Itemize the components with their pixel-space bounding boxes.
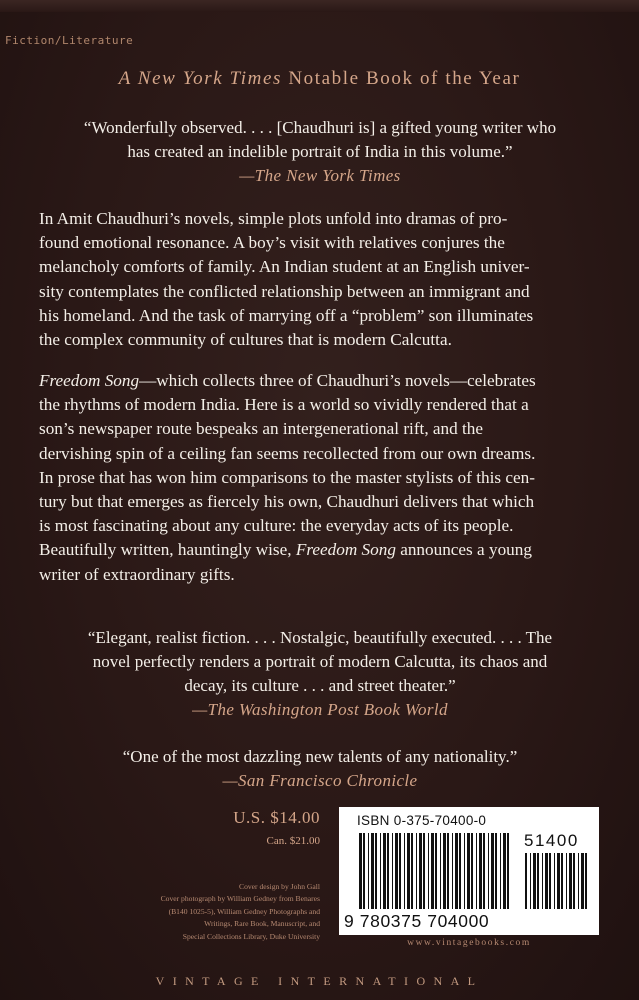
para2-line: tury but that emerges as fiercely his own, Chaudhuri delivers that which: [39, 492, 535, 512]
book-title: Freedom Song: [39, 371, 140, 390]
para2-line: is most fascinating about any culture: the everyday acts of its people.: [39, 516, 514, 536]
quote-sf-line1: “One of the most dazzling new talents of any nationality.”: [122, 747, 518, 766]
barcode-bar: [585, 853, 587, 909]
quote-sf-attribution: —San Francisco Chronicle: [222, 771, 418, 790]
publisher-website[interactable]: www.vintagebooks.com: [407, 938, 531, 948]
barcode-bar: [428, 833, 429, 909]
barcode-bar: [407, 833, 410, 909]
description-paragraph-2: [39, 369, 595, 587]
quote-nyt-attribution: —The New York Times: [239, 166, 401, 185]
barcode-bar: [549, 853, 551, 909]
barcode-bar: [554, 853, 555, 909]
quote-nyt-line1: “Wonderfully observed. . . . [Chaudhuri is] a gifted young writer who: [83, 118, 557, 137]
notable-rest: Notable Book of the Year: [281, 68, 521, 89]
barcode-bar: [423, 833, 425, 909]
barcode-bar: [359, 833, 362, 909]
barcode-bar: [483, 833, 485, 909]
barcode-bar: [375, 833, 377, 909]
barcode-bar: [525, 853, 527, 909]
notable-book-heading: [0, 68, 639, 90]
barcode-bar: [452, 833, 453, 909]
para1-line: his homeland. And the task of marrying off a “problem” son illuminates: [39, 305, 534, 325]
barcode-bar: [395, 833, 398, 909]
para1-line: In Amit Chaudhuri’s novels, simple plots unfold into dramas of pro-: [39, 209, 508, 228]
barcode-bar: [399, 833, 401, 909]
barcode-bar: [467, 833, 470, 909]
price-code: 51400: [524, 831, 579, 850]
credit-line: Special Collections Library, Duke University: [182, 931, 320, 941]
barcode-bar: [488, 833, 489, 909]
barcode-bar: [411, 833, 413, 909]
barcode-bar: [464, 833, 465, 909]
quote-sf-chronicle: [40, 745, 600, 793]
barcode-bar: [479, 833, 482, 909]
barcode-bar: [383, 833, 386, 909]
barcode-bar: [495, 833, 497, 909]
barcode-bar: [387, 833, 389, 909]
barcode-bar: [581, 853, 584, 909]
quote-wp-line1: “Elegant, realist fiction. . . . Nostalgic, beautifully executed. . . . The: [87, 628, 553, 647]
barcode-bar: [578, 853, 579, 909]
barcode-bar: [530, 853, 531, 909]
barcode-bar: [566, 853, 567, 909]
barcode-bar: [561, 853, 563, 909]
barcode-bar: [404, 833, 405, 909]
barcode-bar: [371, 833, 374, 909]
barcode-bar: [431, 833, 434, 909]
credit-line: (B140 1025-5), William Gedney Photographs and: [168, 906, 320, 916]
barcode-bar: [455, 833, 458, 909]
quote-nyt-line2: has created an indelible portrait of India in this volume.”: [127, 142, 513, 161]
barcode-bar: [533, 853, 536, 909]
para2-line: Beautifully written, hauntingly wise, Freedom Song announces a young: [39, 540, 532, 560]
para1-line: sity contemplates the conflicted relationship between an immigrant and: [39, 281, 530, 301]
barcode-box: [339, 807, 599, 935]
cover-credits: [60, 881, 320, 943]
isbn-number: ISBN 0-375-70400-0: [357, 813, 487, 828]
barcode-bar: [363, 833, 365, 909]
credit-line: Writings, Rare Book, Manuscript, and: [204, 919, 320, 929]
barcode-bar: [380, 833, 381, 909]
barcode-bar: [537, 853, 539, 909]
credit-line: Cover photograph by William Gedney from Benares: [160, 894, 320, 904]
para2-line: dervishing spin of a ceiling fan seems recollected from our own dreams.: [39, 443, 536, 463]
barcode-bar: [569, 853, 572, 909]
barcode-bar: [507, 833, 509, 909]
quote-washington-post: [40, 626, 600, 722]
barcode-bar: [443, 833, 446, 909]
quote-wp-line3: decay, its culture . . . and street theater.”: [184, 676, 456, 695]
barcode-bar: [419, 833, 422, 909]
notable-italic: A New York Times: [118, 68, 282, 89]
top-edge: [0, 0, 639, 12]
para2-line: writer of extraordinary gifts.: [39, 564, 235, 584]
barcode-bar: [557, 853, 560, 909]
us-price: U.S. $14.00: [233, 808, 320, 827]
canadian-price: Can. $21.00: [266, 835, 320, 847]
quote-wp-attribution: —The Washington Post Book World: [192, 700, 448, 719]
barcode-bar: [503, 833, 506, 909]
price-barcode-bars: [525, 853, 587, 909]
barcode-bar: [476, 833, 477, 909]
quote-wp-line2: novel perfectly renders a portrait of modern Calcutta, its chaos and: [92, 652, 548, 671]
ean-number: 9 780375 704000: [344, 911, 490, 931]
barcode-bar: [416, 833, 417, 909]
credit-line: Cover design by John Gall: [239, 882, 320, 891]
para2-line: Freedom Song—which collects three of Chaudhuri’s novels—celebrates: [39, 371, 536, 390]
barcode-bar: [500, 833, 501, 909]
para2-line: the rhythms of modern India. Here is a world so vividly rendered that a: [39, 395, 529, 415]
category-label: Fiction/Literature: [5, 34, 134, 47]
barcode-bar: [392, 833, 393, 909]
barcode-bar: [447, 833, 449, 909]
para2-line: son’s newspaper route bespeaks an intergenerational rift, and the: [39, 419, 484, 439]
barcode-bar: [368, 833, 369, 909]
barcode-bar: [545, 853, 548, 909]
para1-line: the complex community of cultures that is modern Calcutta.: [39, 330, 452, 350]
barcode-bar: [573, 853, 575, 909]
barcode-bar: [542, 853, 543, 909]
para1-line: found emotional resonance. A boy’s visit with relatives conjures the: [39, 233, 505, 253]
barcode-bar: [435, 833, 437, 909]
barcode-bar: [491, 833, 494, 909]
quote-nyt: [40, 116, 600, 188]
barcode-bar: [471, 833, 473, 909]
barcode-bar: [459, 833, 461, 909]
para2-line: In prose that has won him comparisons to the master stylists of this cen-: [39, 467, 535, 487]
book-title: Freedom Song: [295, 540, 396, 560]
barcode-bar: [440, 833, 441, 909]
publisher-imprint: VINTAGE INTERNATIONAL: [155, 974, 484, 988]
description-paragraph-1: [39, 207, 595, 352]
ean-barcode-bars: [359, 833, 509, 909]
para1-line: melancholy comforts of family. An Indian student at an English univer-: [39, 257, 530, 277]
